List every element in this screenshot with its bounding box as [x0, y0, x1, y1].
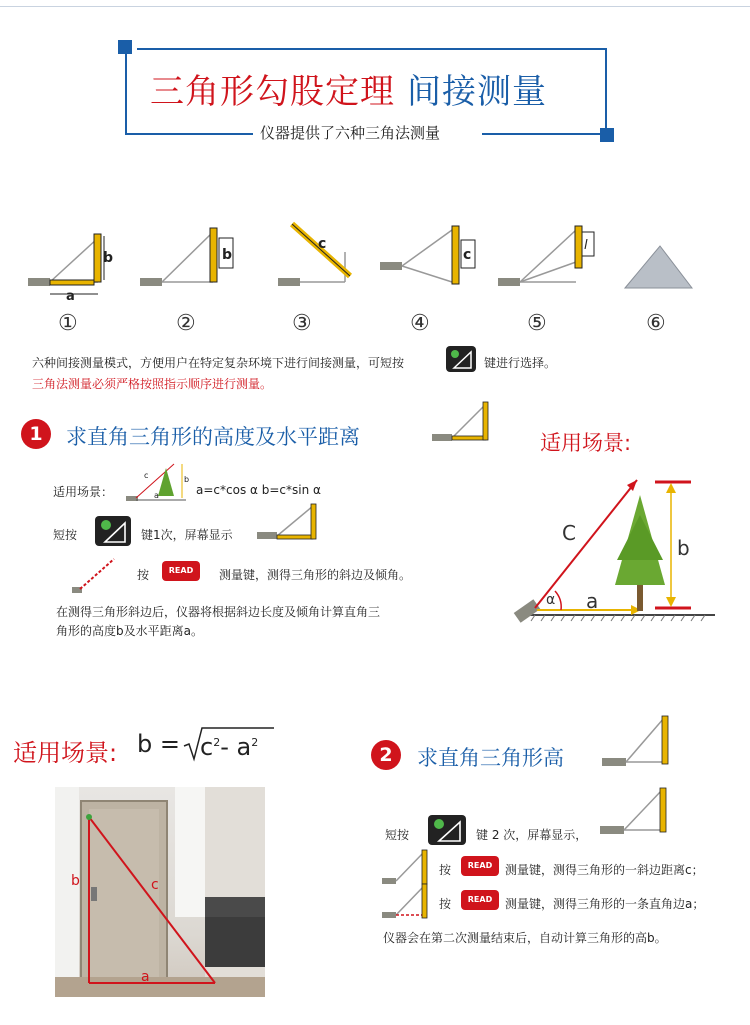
section-2-step1-prefix: 按: [439, 863, 452, 877]
section-1-title-icon: [430, 398, 495, 446]
mode-number-5: ⑤: [527, 311, 547, 336]
photo-label-c: c: [151, 877, 159, 893]
mode-diagrams: [20, 210, 720, 310]
mode-4-diagram: [380, 226, 475, 284]
section-1-hyp-icon: [70, 555, 120, 597]
mode-5-diagram: [498, 226, 594, 286]
section-1-badge: 1: [21, 419, 51, 449]
section-2-mode-key-icon: [428, 815, 466, 845]
header-border-bottom-right: [482, 133, 607, 135]
svg-text:b: b: [103, 250, 114, 266]
section-1-read-button: READ: [162, 561, 200, 581]
svg-text:b: b: [184, 475, 190, 484]
section-1-read-after: 测量键，测得三角形的斜边及倾角。: [219, 568, 412, 582]
section-2-display-icon: [598, 786, 673, 841]
section-1-small-scene: [124, 458, 192, 504]
mode-number-1: ①: [58, 311, 78, 336]
section-1-read-prefix: 按: [137, 568, 150, 582]
section-1-press-after: 键1次，屏幕显示: [141, 528, 233, 542]
section-2-press-label: 短按: [385, 828, 410, 842]
photo-label-b: b: [71, 873, 80, 889]
formula-c: c: [200, 733, 214, 761]
door-scene-photo: [55, 787, 265, 997]
section-2-title-icon: [600, 712, 675, 772]
section-2-step2-text: 测量键，测得三角形的一条直角边a；: [505, 897, 705, 911]
photo-label-a: a: [141, 969, 150, 985]
page-subtitle: 仪器提供了六种三角法测量: [256, 122, 444, 143]
mode-2-diagram: [140, 228, 233, 286]
section-2-title: 求直角三角形高: [417, 746, 564, 770]
section-2-step1-read-button: READ: [461, 856, 499, 876]
svg-text:b: b: [222, 247, 233, 263]
section-1-title: 求直角三角形的高度及水平距离: [66, 425, 360, 449]
mode-1-label-a: a: [66, 289, 75, 304]
svg-text:c: c: [144, 471, 149, 480]
mode-1-diagram: [28, 234, 104, 294]
mode-number-4: ④: [410, 311, 430, 336]
header-border-left: [125, 48, 127, 135]
section-2-step1-text: 测量键，测得三角形的一斜边距离c；: [505, 863, 704, 877]
mode-3-diagram: [278, 224, 350, 286]
formula-root: $c^2-$ $a^2$: [200, 733, 259, 761]
header-border-bottom-left: [125, 133, 253, 135]
mode-number-2: ②: [176, 311, 196, 336]
svg-text:l: l: [584, 238, 588, 253]
diagram-label-b: b: [677, 536, 690, 560]
section-2-formula: [137, 730, 180, 758]
formula-minus-a: - a: [220, 733, 252, 761]
diagram-label-a: a: [586, 589, 599, 613]
section-2-final: 仪器会在第二次测量结束后，自动计算三角形的高b。: [383, 931, 667, 945]
section-2-badge: 2: [371, 740, 401, 770]
section-1-mode-key-icon: [95, 516, 131, 546]
formula-b: b =: [137, 730, 180, 758]
mode-6-diagram: [625, 246, 692, 288]
section-2-scene-label: 适用场景:: [13, 739, 118, 767]
intro-line-1-before: 六种间接测量模式，方便用户在特定复杂环境下进行间接测量，可短按: [32, 356, 405, 370]
intro-warning: 三角法测量必须严格按照指示顺序进行测量。: [32, 377, 273, 391]
section-1-tree-diagram: [505, 465, 730, 640]
svg-text:c: c: [463, 247, 472, 263]
section-2-step2-icon: [380, 882, 430, 924]
section-1-explain-1: 在测得三角形斜边后，仪器将根据斜边长度及倾角计算直角三: [56, 605, 381, 619]
section-2-press-after: 键 2 次，屏幕显示，: [476, 828, 588, 842]
section-2-step2-read-button: READ: [461, 890, 499, 910]
diagram-label-c: C: [562, 521, 576, 545]
section-1-formula-label: 适用场景：: [53, 485, 114, 499]
title-red: 三角形勾股定理: [150, 72, 395, 112]
diagram-label-alpha: α: [546, 592, 556, 608]
header-border-top: [137, 48, 607, 50]
section-1-formula: a=c*cos α b=c*sin α: [196, 483, 321, 497]
header-border-right: [605, 48, 607, 135]
svg-text:a: a: [154, 491, 159, 500]
mode-key-icon: [446, 346, 476, 372]
door-illustration: [55, 787, 265, 997]
intro-line-1-after: 键进行选择。: [484, 356, 557, 370]
header-corner-square-br: [600, 128, 614, 142]
section-1-display-icon: [255, 502, 323, 546]
title-blue: 间接测量: [407, 72, 547, 112]
mode-number-6: ⑥: [646, 311, 666, 336]
svg-text:c: c: [318, 236, 327, 252]
section-1-explain-2: 角形的高度b及水平距离a。: [56, 624, 203, 638]
section-1-press-label: 短按: [53, 528, 78, 542]
section-1-scene-label: 适用场景:: [540, 431, 632, 455]
section-2-step2-prefix: 按: [439, 897, 452, 911]
page-title: [150, 64, 547, 113]
top-divider: [0, 6, 750, 7]
mode-number-3: ③: [292, 311, 312, 336]
